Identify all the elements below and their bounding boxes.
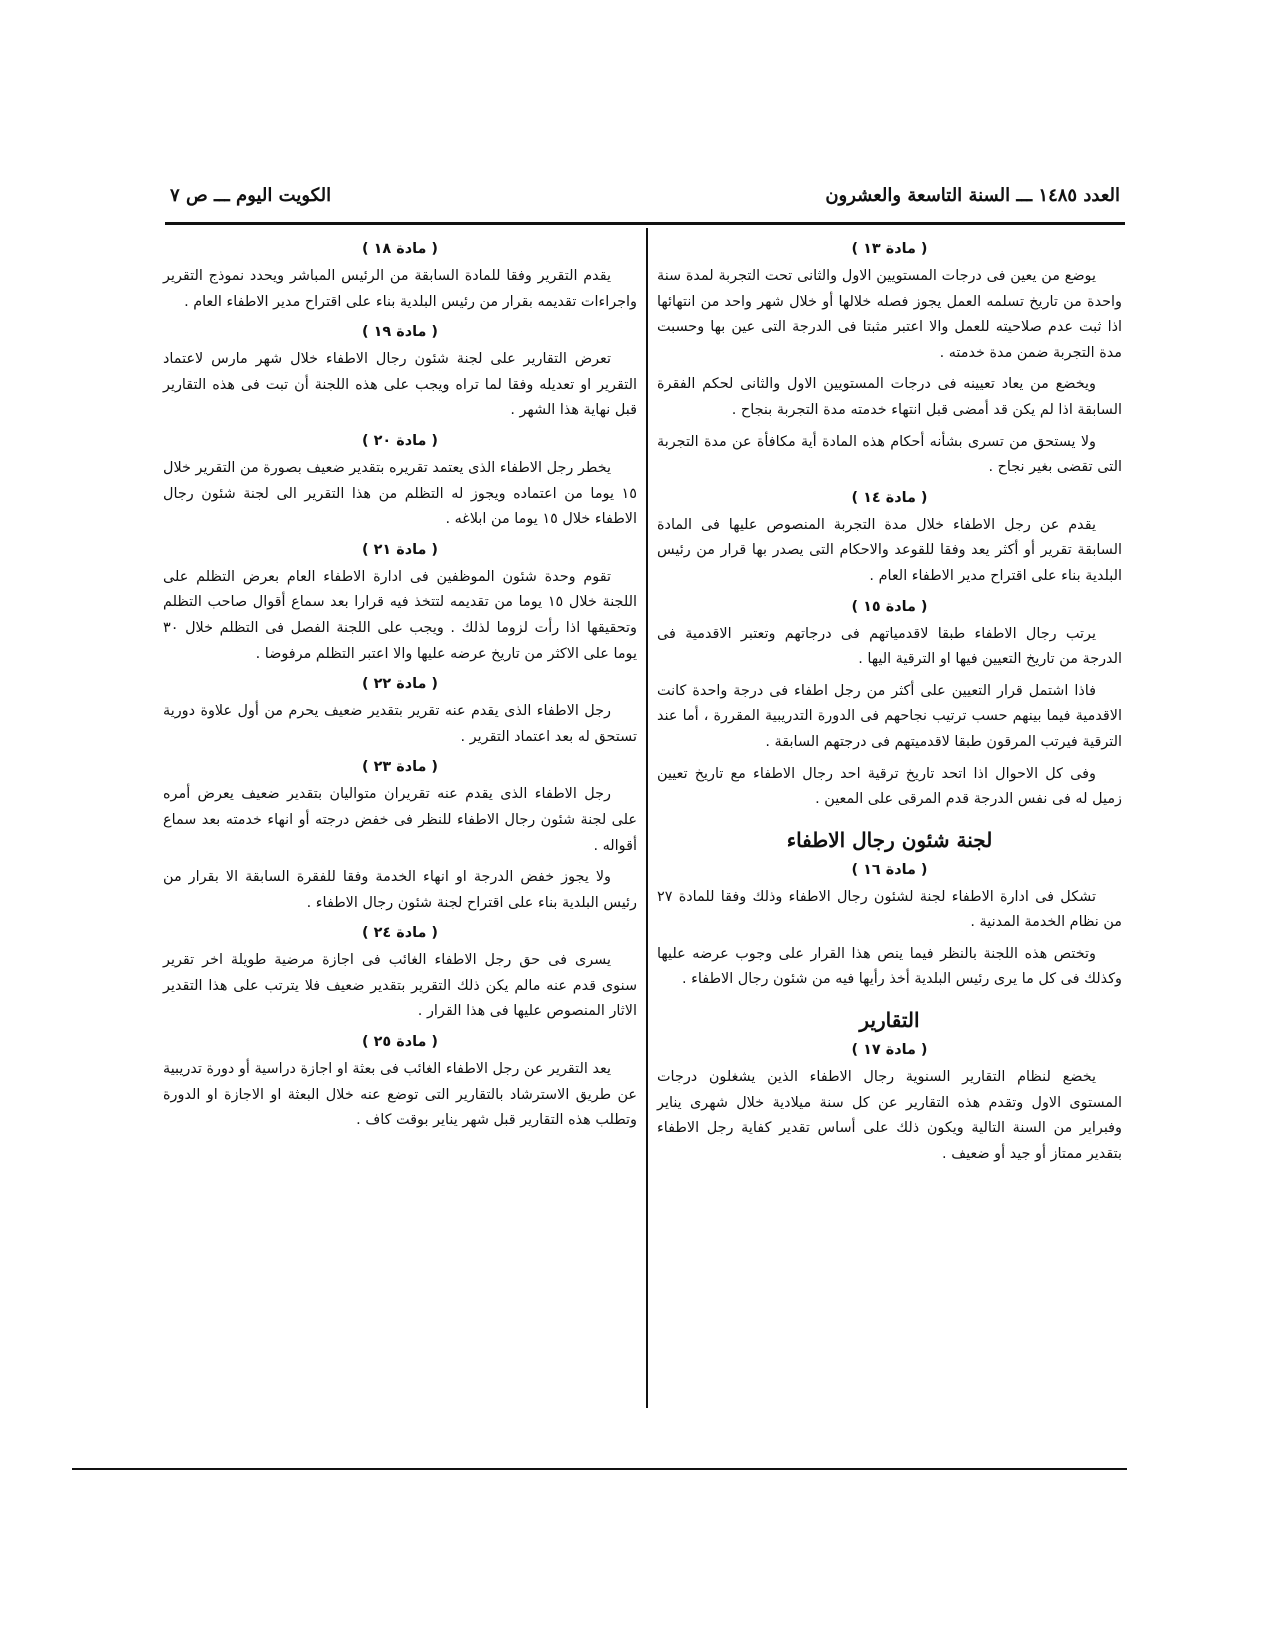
article-paragraph: ويخضع من يعاد تعيينه فى درجات المستويين الاول والثانى لحكم الفقرة السابقة اذا لم يكن قد أمضى قبل انتهاء خدمته مدة التجربة بنجاح . (657, 376, 1122, 418)
article-title: ( مادة ١٣ ) (851, 241, 928, 257)
article-title: ( مادة ٢٢ ) (362, 676, 438, 693)
article-title: ( مادة ١٩ ) (362, 324, 438, 341)
article-21 (163, 539, 637, 667)
newspaper-page-label: الكويت اليوم ـــ ص ٧ (170, 185, 332, 206)
footer-rule (72, 1468, 1127, 1470)
article-title: ( مادة ١٤ ) (851, 489, 928, 506)
article-20 (163, 430, 637, 533)
article-paragraph: يوضع من يعين فى درجات المستويين الاول والثانى تحت التجربة لمدة سنة واحدة من تاريخ تسلمه العمل يجوز فصله خلالها أو خلال شهر واحد من انتهائها اذا ثبت عدم صلاحيته للعمل والا اعتبر مثبتا فى الدرجة التى عين بها وحسبت مدة التجربة ضمن مدة خدمته . (657, 268, 1122, 361)
section-heading: التقارير (859, 1008, 920, 1033)
header-rule (165, 222, 1125, 225)
left-column (163, 236, 637, 1140)
article-15 (657, 596, 1122, 813)
article-title: ( مادة ٢٣ ) (362, 759, 438, 776)
article-title: ( مادة ٢٤ ) (362, 925, 438, 942)
article-paragraph: وتختص هذه اللجنة بالنظر فيما ينص هذا القرار على وجوب عرضه عليها وكذلك فى كل ما يرى رئيس البلدية أخذ رأيها فيه من شئون رجال الاطفاء . (657, 945, 1122, 988)
page-header (170, 185, 1120, 221)
article-17 (657, 1039, 1122, 1167)
article-paragraph: يقدم التقرير وفقا للمادة السابقة من الرئيس المباشر ويحدد نموذج التقرير واجراءات تقديمه بقرار من رئيس البلدية بناء على اقتراح مدير الاطفاء العام . (163, 268, 637, 310)
article-25 (163, 1031, 637, 1134)
article-paragraph: تقوم وحدة شئون الموظفين فى ادارة الاطفاء العام بعرض التظلم على اللجنة خلال ١٥ يوما من تقديمه لتتخذ فيه قرارا بعد سماع أقوال صاحب التظلم وتحقيقها اذا رأت لزوما لذلك . ويجب على اللجنة الفصل فى التظلم خلال ٣٠ يوما على الاكثر من تاريخ عرضه عليها والا اعتبر التظلم مرفوضا . (163, 568, 637, 662)
article-paragraph: ولا يجوز خفض الدرجة او انهاء الخدمة وفقا للفقرة السابقة الا بقرار من رئيس البلدية بناء على اقتراح لجنة شئون رجال الاطفاء . (163, 869, 637, 911)
article-16 (657, 859, 1122, 993)
issue-label: العدد ١٤٨٥ ـــ السنة التاسعة والعشرون (825, 185, 1120, 206)
article-title: ( مادة ١٨ ) (362, 241, 438, 257)
article-19 (163, 321, 637, 424)
article-paragraph: يخطر رجل الاطفاء الذى يعتمد تقريره بتقدير ضعيف بصورة من التقرير خلال ١٥ يوما من اعتماده ويجوز له التظلم من هذا التقرير الى لجنة شئون رجال الاطفاء خلال ١٥ يوما من ابلاغه . (163, 459, 637, 528)
article-22 (163, 673, 637, 750)
article-paragraph: تعرض التقارير على لجنة شئون رجال الاطفاء خلال شهر مارس لاعتماد التقرير او تعديله وفقا لما تراه ويجب على هذه اللجنة أن تبت فى هذه التقارير قبل نهاية هذا الشهر . (163, 351, 637, 419)
article-title: ( مادة ٢٠ ) (362, 432, 438, 449)
article-14 (657, 487, 1122, 590)
article-23 (163, 756, 637, 916)
article-paragraph: رجل الاطفاء الذى يقدم عنه تقرير بتقدير ضعيف يحرم من أول علاوة دورية تستحق له بعد اعتماد التقرير . (163, 703, 637, 745)
article-paragraph: يخضع لنظام التقارير السنوية رجال الاطفاء الذين يشغلون درجات المستوى الاول وتقدم هذه التقارير عن كل سنة ميلادية خلال شهرى يناير وفبراير من السنة التالية ويكون ذلك على أساس تقدير كفاية رجل الاطفاء بتقدير ممتاز أو جيد أو ضعيف . (657, 1069, 1122, 1162)
article-title: ( مادة ٢٥ ) (362, 1034, 438, 1051)
article-title: ( مادة ١٦ ) (851, 861, 928, 878)
section-heading: لجنة شئون رجال الاطفاء (786, 827, 993, 852)
article-paragraph: تشكل فى ادارة الاطفاء لجنة لشئون رجال الاطفاء وذلك وفقا للمادة ٢٧ من نظام الخدمة المدنية . (657, 888, 1122, 931)
article-paragraph: ولا يستحق من تسرى بشأنه أحكام هذه المادة أية مكافأة عن مدة التجربة التى تقضى بغير نجاح . (657, 433, 1122, 476)
article-paragraph: رجل الاطفاء الذى يقدم عنه تقريران متواليان بتقدير ضعيف يعرض أمره على لجنة شئون رجال الاطفاء للنظر فى خفض درجته أو انهاء خدمته بعد سماع أقواله . (163, 786, 637, 854)
article-paragraph: يعد التقرير عن رجل الاطفاء الغائب فى بعثة او اجازة دراسية أو دورة تدريبية عن طريق الاسترشاد بالتقارير التى توضع عنه خلال البعثة او الاجازة او الدورة وتطلب هذه التقارير قبل شهر يناير بوقت كاف . (163, 1061, 637, 1129)
article-paragraph: يسرى فى حق رجل الاطفاء الغائب فى اجازة مرضية طويلة اخر تقرير سنوى قدم عنه مالم يكن ذلك التقرير بتقدير ضعيف فلا يترتب على هذا التقدير الاثار المنصوص عليها فى هذا القرار . (163, 952, 637, 1020)
article-18 (163, 238, 637, 315)
article-paragraph: يقدم عن رجل الاطفاء خلال مدة التجربة المنصوص عليها فى المادة السابقة تقرير أو أكثر يعد وفقا للقوعد والاحكام التى يصدر بها قرار من رئيس البلدية بناء على اقتراح مدير الاطفاء العام . (657, 516, 1122, 584)
article-24 (163, 922, 637, 1025)
article-title: ( مادة ١٥ ) (851, 598, 928, 615)
article-title: ( مادة ١٧ ) (851, 1042, 928, 1059)
right-column (657, 236, 1122, 1173)
article-title: ( مادة ٢١ ) (362, 541, 438, 558)
article-paragraph: وفى كل الاحوال اذا اتحد تاريخ ترقية احد رجال الاطفاء مع تاريخ تعيين زميل له فى نفس الدرجة قدم المرقى على المعين . (657, 765, 1122, 808)
article-paragraph: فاذا اشتمل قرار التعيين على أكثر من رجل اطفاء فى درجة واحدة كانت الاقدمية فيما بينهم حسب ترتيب نجاحهم فى الدورة التدريبية المقررة ، أما عند الترقية فيرتب المرقون طبقا لاقدميتهم فى درجتهم السابقة . (657, 682, 1122, 750)
article-13 (657, 238, 1122, 481)
column-divider (646, 228, 648, 1408)
article-paragraph: يرتب رجال الاطفاء طبقا لاقدمياتهم فى درجاتهم وتعتبر الاقدمية فى الدرجة من تاريخ التعيين فيها او الترقية اليها . (657, 625, 1122, 668)
